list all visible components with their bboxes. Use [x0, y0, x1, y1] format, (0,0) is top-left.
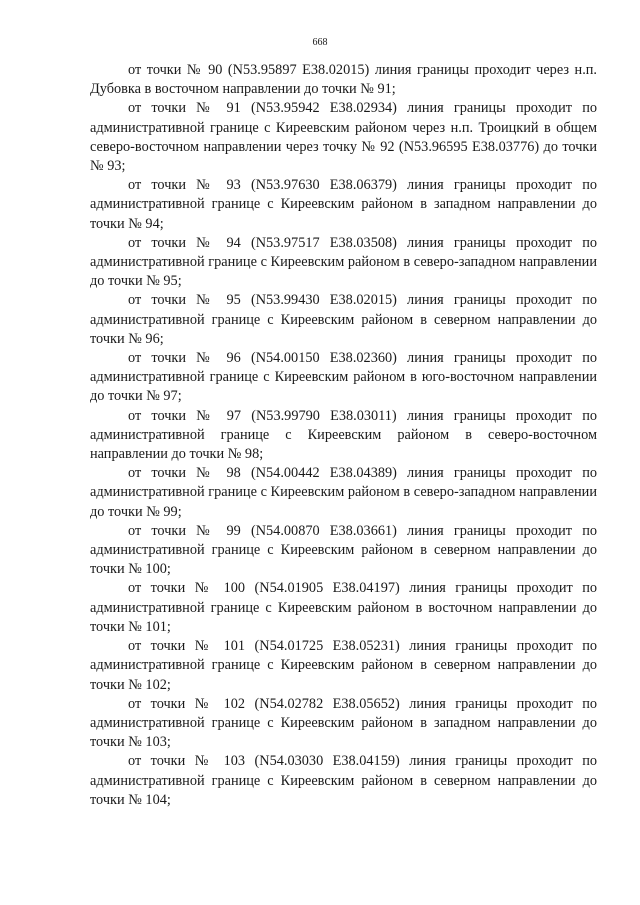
paragraph-point-95: от точки № 95 (N53.99430 E38.02015) линия границы проходит по административной границе с Киреевским районом в северном направлении до точки № 96;	[90, 292, 597, 347]
paragraph-point-98: от точки № 98 (N54.00442 E38.04389) линия границы проходит по административной границе с Киреевским районом в северо-западном направлении до точки № 99;	[90, 465, 597, 520]
paragraph-point-96: от точки № 96 (N54.00150 E38.02360) линия границы проходит по административной границе с Киреевским районом в юго-восточном направлении до точки № 97;	[90, 350, 597, 405]
paragraph-point-94: от точки № 94 (N53.97517 E38.03508) линия границы проходит по административной границе с Киреевским районом в северо-западном направлении до точки № 95;	[90, 234, 597, 290]
paragraph-point-102: от точки № 102 (N54.02782 E38.05652) линия границы проходит по административной границе с Киреевским районом в западном направлении до точки № 103;	[90, 695, 597, 751]
paragraph-point-93: от точки № 93 (N53.97630 E38.06379) линия границы проходит по административной границе с Киреевским районом в западном направлении до точки № 94;	[90, 177, 597, 232]
paragraph-point-91: от точки № 91 (N53.95942 E38.02934) линия границы проходит по административной границе с Киреевским районом через н.п. Троицкий в общем северо-восточном направлении через точку № 92 (N53.96595 E38.03776) до точки № 93;	[90, 100, 597, 175]
paragraph-point-90: от точки № 90 (N53.95897 E38.02015) линия границы проходит через н.п. Дубовка в восточном направлении до точки № 91;	[90, 62, 597, 98]
document-body	[90, 61, 597, 810]
paragraph-point-103: от точки № 103 (N54.03030 E38.04159) линия границы проходит по административной границе с Киреевским районом в северном направлении до точки № 104;	[90, 753, 597, 808]
paragraph-point-100: от точки № 100 (N54.01905 E38.04197) линия границы проходит по административной границе с Киреевским районом в восточном направлении до точки № 101;	[90, 580, 597, 635]
paragraph-point-101: от точки № 101 (N54.01725 E38.05231) линия границы проходит по административной границе с Киреевским районом в северном направлении до точки № 102;	[90, 638, 597, 693]
paragraph-point-97: от точки № 97 (N53.99790 E38.03011) линия границы проходит по административной границе с Киреевским районом в северо-восточном направлении до точки № 98;	[90, 407, 597, 463]
paragraph-point-99: от точки № 99 (N54.00870 E38.03661) линия границы проходит по административной границе с Киреевским районом в северном направлении до точки № 100;	[90, 522, 597, 578]
page-number: 668	[312, 37, 328, 48]
